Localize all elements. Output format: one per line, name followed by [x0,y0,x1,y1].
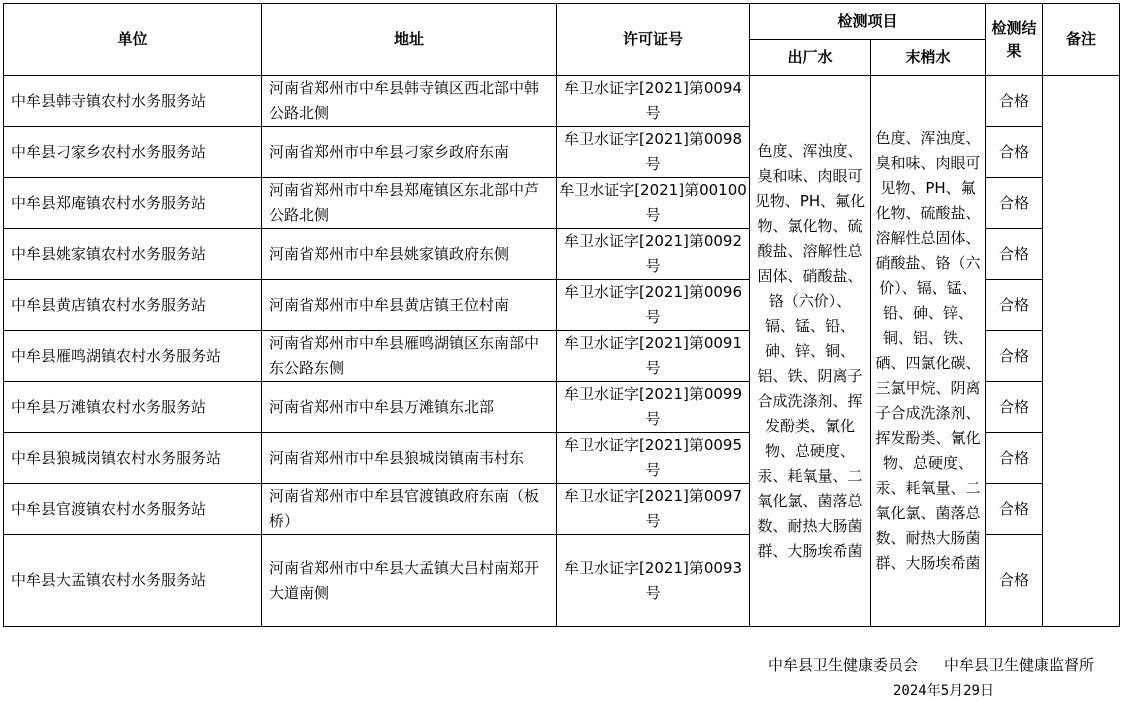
cell-address: 河南省郑州市中牟县姚家镇政府东侧 [262,229,557,280]
cell-result: 合格 [986,127,1043,178]
cell-license: 牟卫水证字[2021]第0093号 [557,535,750,627]
footer-organizations [768,654,1094,675]
cell-result: 合格 [986,280,1043,331]
cell-license: 牟卫水证字[2021]第0098号 [557,127,750,178]
water-quality-table [3,3,1120,627]
cell-license: 牟卫水证字[2021]第00100号 [557,178,750,229]
cell-unit: 中牟县刁家乡农村水务服务站 [4,127,262,178]
header-license: 许可证号 [557,4,750,76]
cell-factory-water-items: 色度、浑浊度、臭和味、肉眼可见物、PH、氟化物、氯化物、硫酸盐、溶解性总固体、硝酸盐、铬（六价）、镉、锰、铅、砷、锌、铜、铝、铁、阴离子合成洗涤剂、挥发酚类、氰化物、总硬度、汞、耗氧量、二氧化氯、菌落总数、耐热大肠菌群、大肠埃希菌 [750,76,871,627]
cell-address: 河南省郑州市中牟县大孟镇大吕村南郑开大道南侧 [262,535,557,627]
header-note: 备注 [1043,4,1120,76]
cell-result: 合格 [986,331,1043,382]
cell-unit: 中牟县韩寺镇农村水务服务站 [4,76,262,127]
table-row [4,76,1120,127]
cell-license: 牟卫水证字[2021]第0097号 [557,484,750,535]
cell-tap-water-items: 色度、浑浊度、臭和味、肉眼可见物、PH、氟化物、硫酸盐、溶解性总固体、硝酸盐、铬（六价）、镉、锰、铅、砷、锌、铜、铝、铁、硒、四氯化碳、三氯甲烷、阴离子合成洗涤剂、挥发酚类、氰化物、总硬度、汞、耗氧量、二氧化氯、菌落总数、耐热大肠菌群、大肠埃希菌 [871,76,986,627]
cell-result: 合格 [986,178,1043,229]
cell-address: 河南省郑州市中牟县黄店镇王位村南 [262,280,557,331]
cell-license: 牟卫水证字[2021]第0092号 [557,229,750,280]
header-unit: 单位 [4,4,262,76]
cell-result: 合格 [986,229,1043,280]
cell-unit: 中牟县官渡镇农村水务服务站 [4,484,262,535]
cell-unit: 中牟县黄店镇农村水务服务站 [4,280,262,331]
header-tap-water: 末梢水 [871,40,986,76]
cell-unit: 中牟县大孟镇农村水务服务站 [4,535,262,627]
cell-license: 牟卫水证字[2021]第0094号 [557,76,750,127]
cell-unit: 中牟县万滩镇农村水务服务站 [4,382,262,433]
cell-result: 合格 [986,535,1043,627]
footer-org-health-commission: 中牟县卫生健康委员会 [767,656,918,674]
header-factory-water: 出厂水 [750,40,871,76]
cell-address: 河南省郑州市中牟县刁家乡政府东南 [262,127,557,178]
cell-address: 河南省郑州市中牟县官渡镇政府东南（板桥） [262,484,557,535]
header-test-items: 检测项目 [750,4,986,40]
cell-unit: 中牟县雁鸣湖镇农村水务服务站 [4,331,262,382]
cell-result: 合格 [986,484,1043,535]
cell-unit: 中牟县姚家镇农村水务服务站 [4,229,262,280]
cell-address: 河南省郑州市中牟县韩寺镇区西北部中韩公路北侧 [262,76,557,127]
cell-address: 河南省郑州市中牟县狼城岗镇南韦村东 [262,433,557,484]
footer-date: 2024年5月29日 [892,683,994,699]
header-result: 检测结果 [986,4,1043,76]
cell-result: 合格 [986,76,1043,127]
cell-license: 牟卫水证字[2021]第0099号 [557,382,750,433]
cell-result: 合格 [986,433,1043,484]
cell-address: 河南省郑州市中牟县郑庵镇区东北部中芦公路北侧 [262,178,557,229]
header-address: 地址 [262,4,557,76]
cell-license: 牟卫水证字[2021]第0091号 [557,331,750,382]
cell-license: 牟卫水证字[2021]第0096号 [557,280,750,331]
cell-license: 牟卫水证字[2021]第0095号 [557,433,750,484]
footer-org-supervision-institute: 中牟县卫生健康监督所 [943,656,1094,674]
cell-result: 合格 [986,382,1043,433]
cell-address: 河南省郑州市中牟县雁鸣湖镇区东南部中东公路东侧 [262,331,557,382]
cell-note [1043,76,1120,627]
cell-unit: 中牟县郑庵镇农村水务服务站 [4,178,262,229]
cell-address: 河南省郑州市中牟县万滩镇东北部 [262,382,557,433]
cell-unit: 中牟县狼城岗镇农村水务服务站 [4,433,262,484]
